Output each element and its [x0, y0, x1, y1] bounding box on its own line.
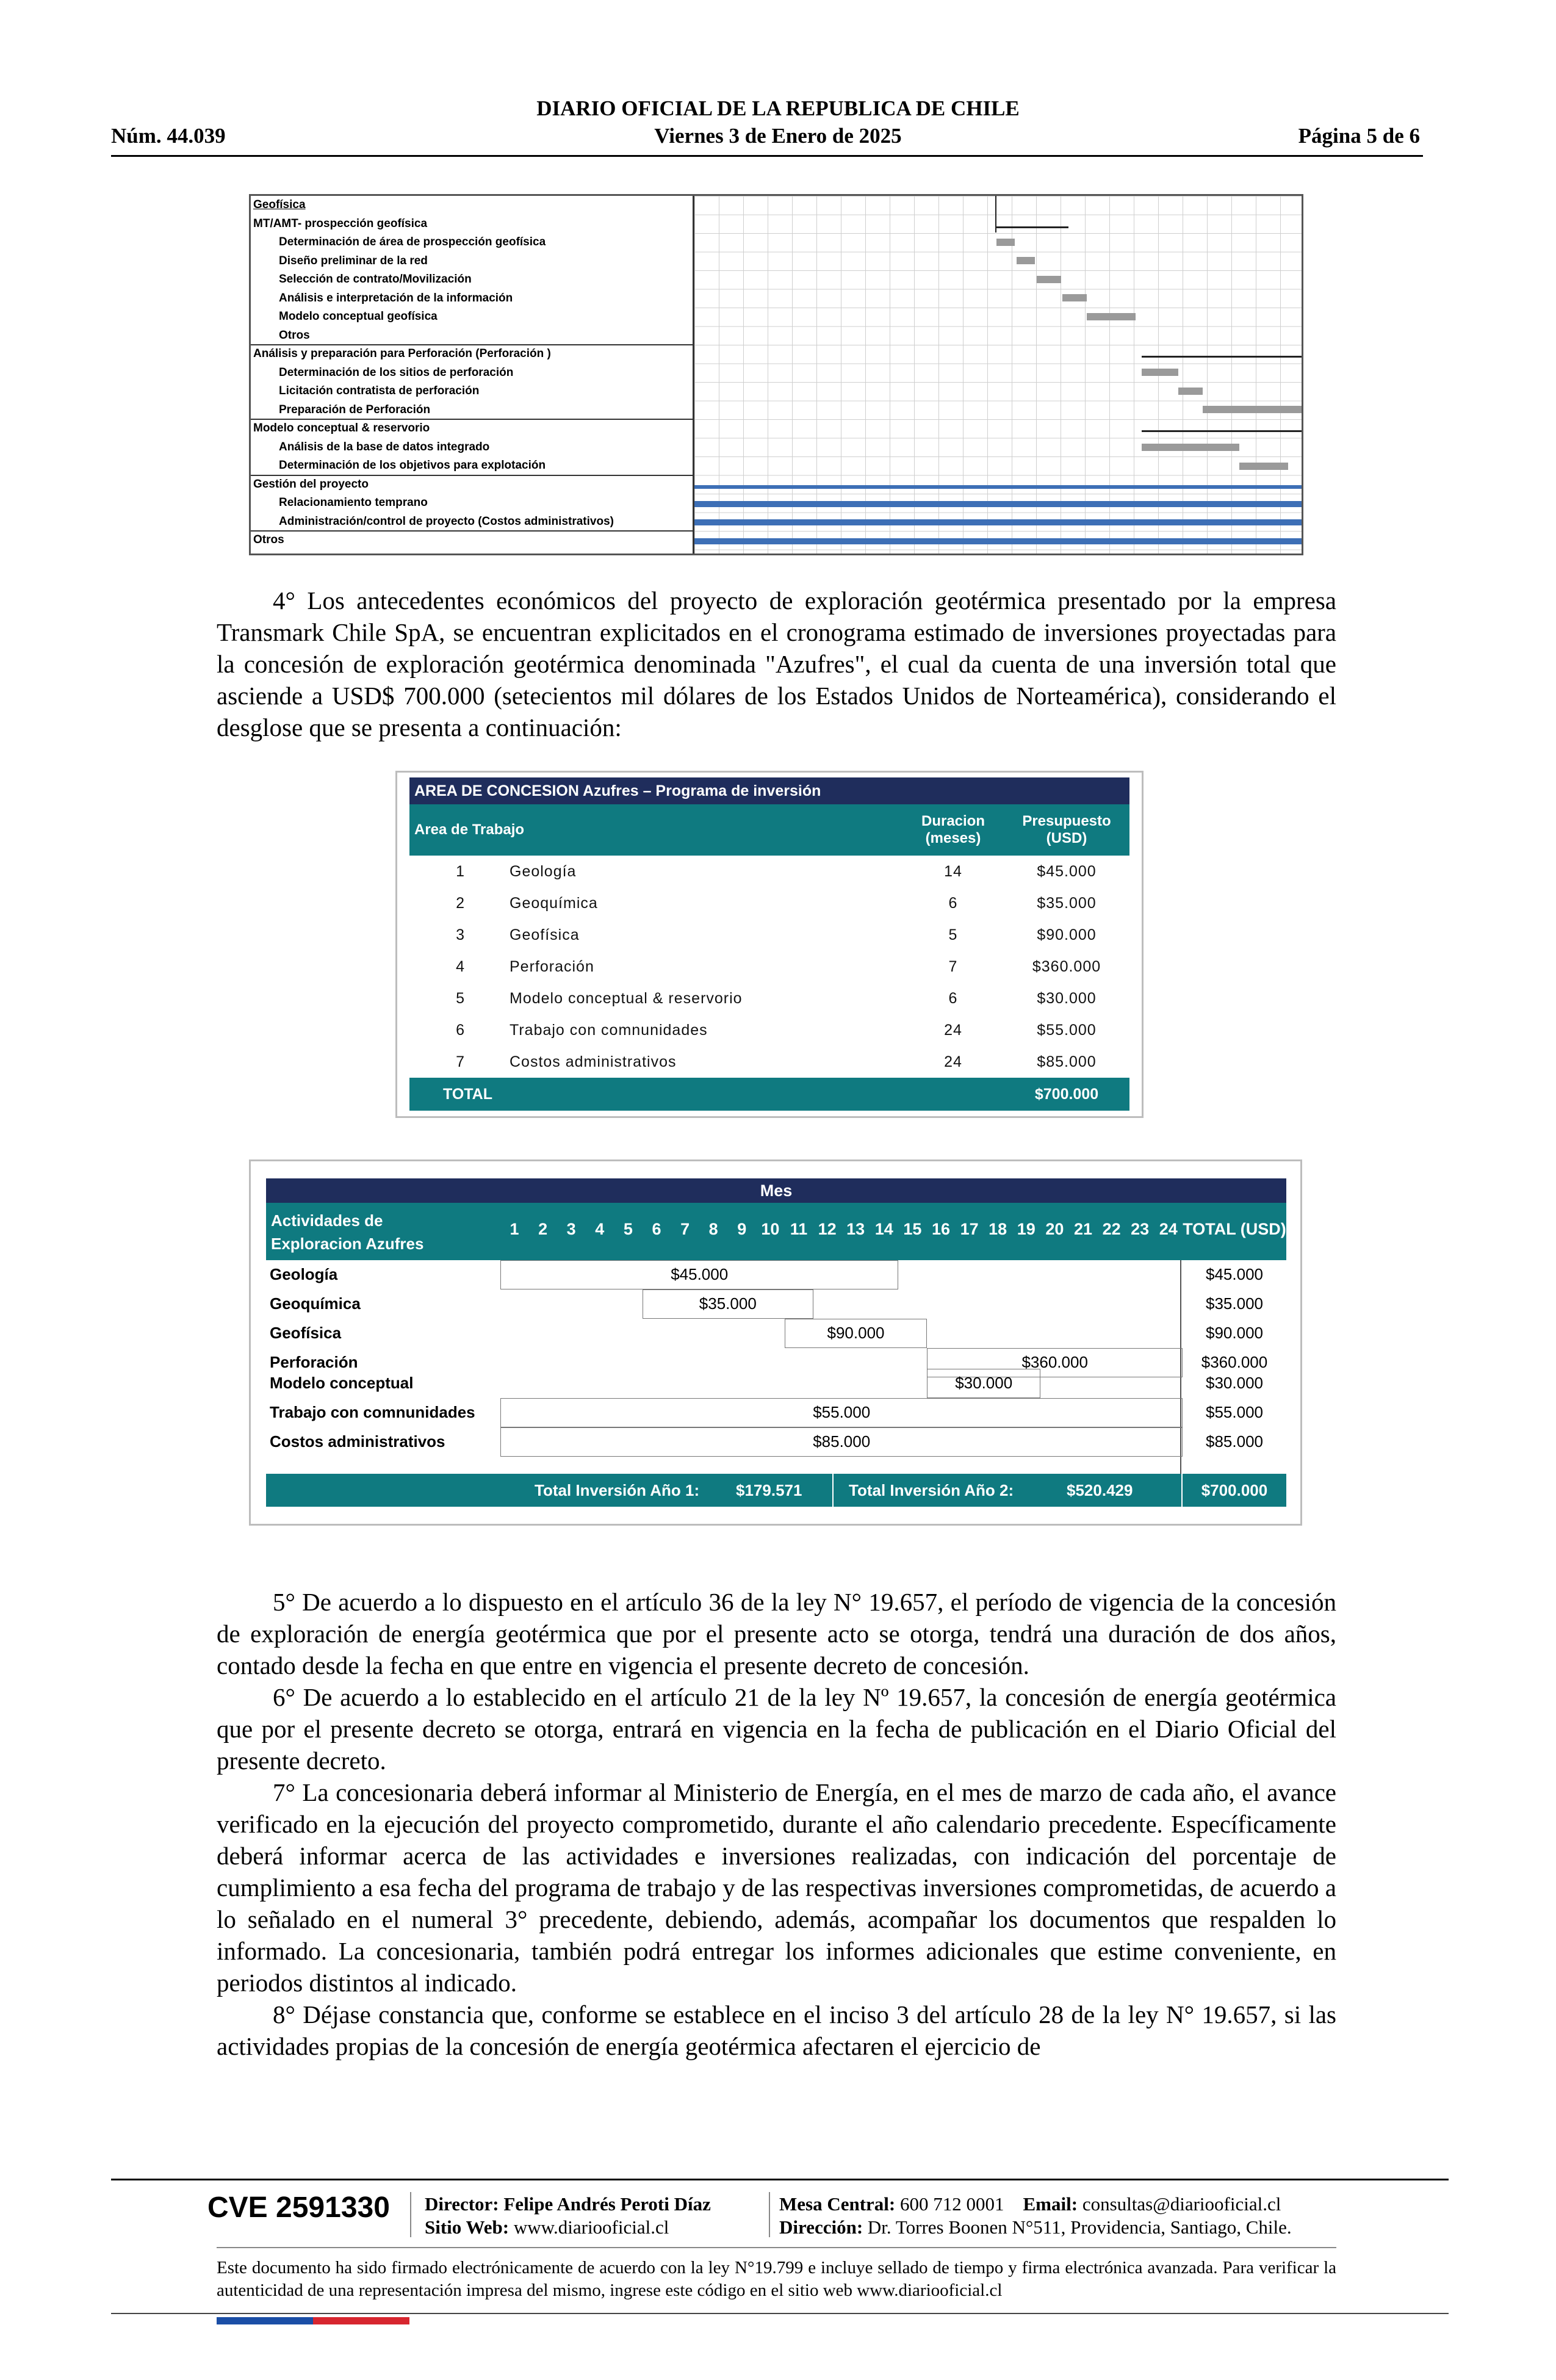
activity-bar: $360.000	[927, 1348, 1183, 1377]
page-number: Página 5 de 6	[1298, 124, 1420, 148]
gantt-bar-seleccion	[1037, 276, 1061, 283]
gantt-bar-modelo	[1087, 313, 1136, 320]
flag-stripe-blue	[217, 2317, 313, 2324]
table1-cell-pres: $30.000	[1037, 989, 1097, 1007]
activity-total: $90.000	[1206, 1324, 1263, 1342]
gantt-row-label: MT/AMT- prospección geofísica	[253, 217, 428, 230]
footer-separator	[410, 2192, 411, 2237]
gantt-line-modelo	[1142, 430, 1302, 432]
activity-name: Trabajo con comnunidades	[270, 1403, 475, 1421]
table1-cell-pres: $360.000	[1032, 957, 1101, 975]
activity-name: Costos administrativos	[270, 1432, 445, 1451]
month-header: 8	[708, 1220, 718, 1238]
footer-note: Este documento ha sido firmado electrónicamente de acuerdo con la ley N°19.799 e incluye sellado de tiempo y firma electrónica avanzada. Para verificar la autenticidad de una representación impresa del mismo, ingrese este código en el sitio web www.diariooficial.cl	[217, 2258, 1336, 2300]
gantt-section-separator	[251, 419, 694, 420]
web-link[interactable]: www.diariooficial.cl	[513, 2216, 669, 2238]
gantt-bar-licitacion	[1178, 388, 1203, 395]
table-row	[266, 1289, 1286, 1319]
gantt-bar-objetivos	[1239, 463, 1288, 470]
activity-total: $85.000	[1206, 1432, 1263, 1451]
total-year2-label: Total Inversión Año 2:	[849, 1481, 1014, 1499]
total-year2-value: $520.429	[1067, 1481, 1133, 1499]
table1-cell-pres: $35.000	[1037, 894, 1097, 912]
table-row	[409, 951, 1129, 983]
gantt-bar-det-area	[996, 239, 1015, 246]
table1-col-duration: Duracion (meses)	[902, 804, 1004, 856]
gantt-bar-relacionamiento	[694, 501, 1302, 507]
table-row	[266, 1369, 1286, 1398]
paragraph-4	[217, 585, 1336, 743]
table1-cell-n: 6	[456, 1021, 465, 1039]
table1-cell-dur: 5	[948, 926, 958, 943]
paragraphs-5-8	[217, 1586, 1336, 2062]
table2-totals-row	[266, 1474, 1286, 1507]
month-header: 7	[680, 1220, 690, 1238]
table1-total-label: TOTAL	[409, 1078, 1004, 1111]
activity-bar: $35.000	[643, 1289, 813, 1319]
table1-cell-spacer	[471, 951, 509, 983]
table1-cell-spacer	[471, 856, 509, 887]
gantt-row-label: Gestión del proyecto	[253, 477, 369, 491]
activity-name: Geoquímica	[270, 1294, 361, 1313]
table1-col-budget: Presupuesto (USD)	[1004, 804, 1129, 856]
issue-date: Viernes 3 de Enero de 2025	[654, 124, 902, 148]
table1-cell-dur: 7	[948, 957, 958, 975]
table-row	[266, 1398, 1286, 1427]
gantt-section-separator	[251, 530, 694, 532]
table2-activities-header: Actividades de Exploracion Azufres	[271, 1211, 424, 1253]
table1-total-value: $700.000	[1004, 1078, 1129, 1111]
table1-cell-area: Geología	[510, 862, 577, 880]
month-header: 9	[737, 1220, 747, 1238]
address-label: Dirección:	[779, 2216, 863, 2238]
monthly-schedule-table	[249, 1159, 1302, 1526]
table-row	[409, 1014, 1129, 1046]
table-row	[409, 887, 1129, 919]
activity-bar: $30.000	[927, 1369, 1040, 1398]
gantt-row-label: Análisis e interpretación de la información	[279, 291, 513, 305]
month-header: 11	[790, 1220, 808, 1238]
gantt-line-perf	[1142, 356, 1302, 358]
paragraph-8-text: 8° Déjase constancia que, conforme se establece en el inciso 3 del artículo 28 de la ley N° 19.657, si las actividades propias de la concesión de energía geotérmica afectaren el ejercicio de	[217, 2000, 1336, 2060]
table1-cell-area: Geofísica	[510, 926, 580, 943]
table1-cell-area: Trabajo con comnunidades	[510, 1021, 708, 1039]
gantt-row-label: Otros	[279, 328, 310, 342]
table1-cell-n: 1	[456, 862, 465, 880]
gantt-row-label: Modelo conceptual & reservorio	[253, 422, 430, 435]
gantt-bar-administracion	[694, 519, 1302, 525]
table1-col-area: Area de Trabajo	[409, 804, 902, 856]
gantt-vline-1	[995, 196, 996, 233]
table1-cell-pres: $55.000	[1037, 1021, 1097, 1039]
month-header: 24	[1159, 1220, 1178, 1238]
activity-bar: $45.000	[500, 1260, 898, 1289]
activity-total: $360.000	[1201, 1353, 1268, 1371]
table1-cell-dur: 6	[948, 989, 958, 1007]
director-label: Director:	[425, 2193, 499, 2215]
table1-cell-n: 3	[456, 926, 465, 943]
flag-stripe-red	[313, 2317, 409, 2324]
gantt-row-label: Preparación de Perforación	[279, 403, 431, 416]
gantt-row-label: Análisis de la base de datos integrado	[279, 440, 490, 453]
table1-cell-area: Perforación	[510, 957, 594, 975]
table1-cell-n: 2	[456, 894, 465, 912]
month-header: 3	[566, 1220, 576, 1238]
cve-code: CVE 2591330	[207, 2191, 390, 2224]
gantt-row-label: Otros	[253, 533, 284, 546]
activity-bar: $90.000	[785, 1319, 927, 1348]
gantt-bar-prep	[1203, 406, 1302, 413]
table1-cell-dur: 24	[944, 1021, 962, 1039]
activity-name: Modelo conceptual	[270, 1374, 414, 1392]
table2-header	[266, 1203, 1286, 1260]
table1-cell-dur: 14	[944, 862, 962, 880]
month-header: 23	[1131, 1220, 1150, 1238]
table-row	[266, 1260, 1286, 1289]
paragraph-4-text: 4° Los antecedentes económicos del proyecto de exploración geotérmica presentado por la empresa Transmark Chile SpA, se encuentran explicitados en el cronograma estimado de inversiones proyectadas para la concesión de exploración geotérmica denominada "Azufres", el cual da cuenta de una inversión total que asciende a USD$ 700.000 (setecientos mil dólares de los Estados Unidos de Norteamérica), considerando el desglose que se presenta a continuación:	[217, 586, 1336, 741]
gantt-row-label: Administración/control de proyecto (Costos administrativos)	[279, 514, 614, 528]
gantt-bar-gestion	[694, 485, 1302, 489]
email-link[interactable]: consultas@diariooficial.cl	[1082, 2193, 1281, 2215]
table1-cell-pres: $90.000	[1037, 926, 1097, 943]
table1-title: AREA DE CONCESION Azufres – Programa de inversión	[409, 777, 1129, 804]
table-row	[409, 856, 1129, 887]
table1-cell-dur: 6	[948, 894, 958, 912]
table1-cell-spacer	[471, 919, 509, 951]
table1-cell-dur: 24	[944, 1053, 962, 1070]
table2-month-header: Mes	[266, 1178, 1286, 1203]
activity-bar: $55.000	[500, 1398, 1183, 1427]
month-header: 21	[1073, 1220, 1093, 1238]
month-header: 2	[538, 1220, 548, 1238]
total-year1-value: $179.571	[736, 1481, 802, 1499]
table-row	[409, 919, 1129, 951]
footer-rule-2	[217, 2247, 1336, 2248]
table1-cell-pres: $45.000	[1037, 862, 1097, 880]
gantt-bar-sitios	[1142, 369, 1178, 376]
table1-cell-area: Costos administrativos	[510, 1053, 677, 1070]
address-value: Dr. Torres Boonen N°511, Providencia, Santiago, Chile.	[867, 2216, 1292, 2238]
gantt-bar-otros	[694, 538, 1302, 544]
table1-cell-area: Geoquímica	[510, 894, 598, 912]
month-header: 10	[761, 1220, 780, 1238]
footer-rule-3	[111, 2313, 1449, 2314]
activity-total: $35.000	[1206, 1294, 1263, 1313]
paragraph-5-text: 5° De acuerdo a lo dispuesto en el artículo 36 de la ley N° 19.657, el período de vigencia de la concesión de exploración de energía geotérmica que por el presente acto se otorga, tendrá una duración de dos años, contado desde la fecha en que entre en vigencia el presente decreto de concesión.	[217, 1588, 1336, 1679]
director-name: Felipe Andrés Peroti Díaz	[503, 2193, 711, 2215]
table1-cell-spacer	[471, 887, 509, 919]
gantt-row-label: Relacionamiento temprano	[279, 496, 428, 509]
issue-number: Núm. 44.039	[111, 124, 226, 148]
gantt-bar-base	[1142, 444, 1239, 451]
gantt-row-label: Determinación de área de prospección geofísica	[279, 236, 546, 248]
investment-program-table	[395, 771, 1144, 1118]
activity-name: Geofísica	[270, 1324, 342, 1342]
activity-total: $55.000	[1206, 1403, 1263, 1421]
month-header: 13	[846, 1220, 865, 1238]
table1-cell-spacer	[471, 1046, 509, 1078]
gantt-bar-diseno	[1017, 257, 1035, 264]
table-row	[266, 1427, 1286, 1457]
table-row	[409, 1046, 1129, 1078]
month-header: 12	[818, 1220, 837, 1238]
totals-divider	[832, 1474, 834, 1507]
table1-cell-spacer	[471, 1014, 509, 1046]
table1-cell-n: 4	[456, 957, 465, 975]
gantt-row-label: Geofísica	[253, 198, 306, 211]
table1-cell-n: 5	[456, 989, 465, 1007]
gantt-chart	[249, 194, 1303, 555]
gantt-row-label: Determinación de los sitios de perforación	[279, 366, 514, 379]
paragraph-7-text: 7° La concesionaria deberá informar al Ministerio de Energía, en el mes de marzo de cada año, el avance verificado en la ejecución del proyecto comprometido, durante el año calendario precedente. Específicamente deberá informar acerca de las actividades e inversiones realizadas, con indicación del porcentaje de cumplimiento a esa fecha del programa de trabajo y de las respectivas inversiones comprometidas, de acuerdo a lo señalado en el numeral 3° precedente, debiendo, además, acompañar los documentos que respalden lo informado. La concesionaria, también podrá entregar los informes adicionales que estime conveniente, en periodos distintos al indicado.	[217, 1778, 1336, 1997]
activity-total: $45.000	[1206, 1265, 1263, 1283]
gantt-section-separator	[251, 344, 694, 345]
month-header: 6	[652, 1220, 661, 1238]
footer-rule	[111, 2179, 1449, 2180]
activity-total: $30.000	[1206, 1374, 1263, 1392]
table1-cell-area: Modelo conceptual & reservorio	[510, 989, 743, 1007]
month-header: 17	[960, 1220, 979, 1238]
gantt-grid	[694, 196, 1302, 554]
gantt-row-label: Determinación de los objetivos para explotación	[279, 459, 546, 472]
paragraph-6-text: 6° De acuerdo a lo establecido en el artículo 21 de la ley Nº 19.657, la concesión de energía geotérmica que por el presente decreto se otorga, entrará en vigencia en la fecha de publicación en el Diario Oficial del presente decreto.	[217, 1683, 1336, 1775]
newspaper-title: DIARIO OFICIAL DE LA REPUBLICA DE CHILE	[536, 96, 1020, 120]
month-header: 14	[874, 1220, 893, 1238]
table2-total-header: TOTAL (USD)	[1183, 1220, 1286, 1238]
table1-cell-n: 7	[456, 1053, 465, 1070]
month-header: 16	[931, 1220, 951, 1238]
month-header: 18	[989, 1220, 1007, 1238]
mesa-phone: 600 712 0001	[900, 2193, 1004, 2215]
month-header: 1	[510, 1220, 519, 1238]
grand-total-value: $700.000	[1201, 1481, 1268, 1499]
activity-bar: $85.000	[500, 1427, 1183, 1457]
total-year1-label: Total Inversión Año 1:	[535, 1481, 700, 1499]
gantt-row-label: Licitación contratista de perforación	[279, 384, 480, 397]
activity-name: Geología	[270, 1265, 338, 1283]
month-header: 15	[903, 1220, 922, 1238]
gantt-row-label: Análisis y preparación para Perforación (Perforación )	[253, 347, 551, 360]
table1-cell-pres: $85.000	[1037, 1053, 1097, 1070]
gantt-line-mtamt	[995, 226, 1068, 228]
footer-contact-block	[779, 2193, 1292, 2239]
month-header: 19	[1017, 1220, 1036, 1238]
month-header: 5	[623, 1220, 633, 1238]
gantt-labels	[251, 196, 694, 554]
table1-cell-spacer	[471, 983, 509, 1014]
table-row	[266, 1319, 1286, 1348]
gantt-row-label: Modelo conceptual geofísica	[279, 310, 438, 323]
gantt-row-label: Diseño preliminar de la red	[279, 254, 428, 267]
month-header: 4	[595, 1220, 605, 1238]
web-label: Sitio Web:	[425, 2216, 510, 2238]
activity-name: Perforación	[270, 1353, 358, 1371]
month-header: 20	[1045, 1220, 1064, 1238]
gantt-section-separator	[251, 475, 694, 476]
gantt-row-label: Selección de contrato/Movilización	[279, 273, 472, 286]
footer-separator-2	[769, 2192, 770, 2237]
gantt-bar-analisis	[1062, 294, 1087, 301]
mesa-label: Mesa Central:	[779, 2193, 896, 2215]
footer-director-block	[425, 2193, 711, 2239]
header-rule	[111, 155, 1423, 157]
table-row	[409, 983, 1129, 1014]
month-header: 22	[1102, 1220, 1121, 1238]
email-label: Email:	[1023, 2193, 1078, 2215]
